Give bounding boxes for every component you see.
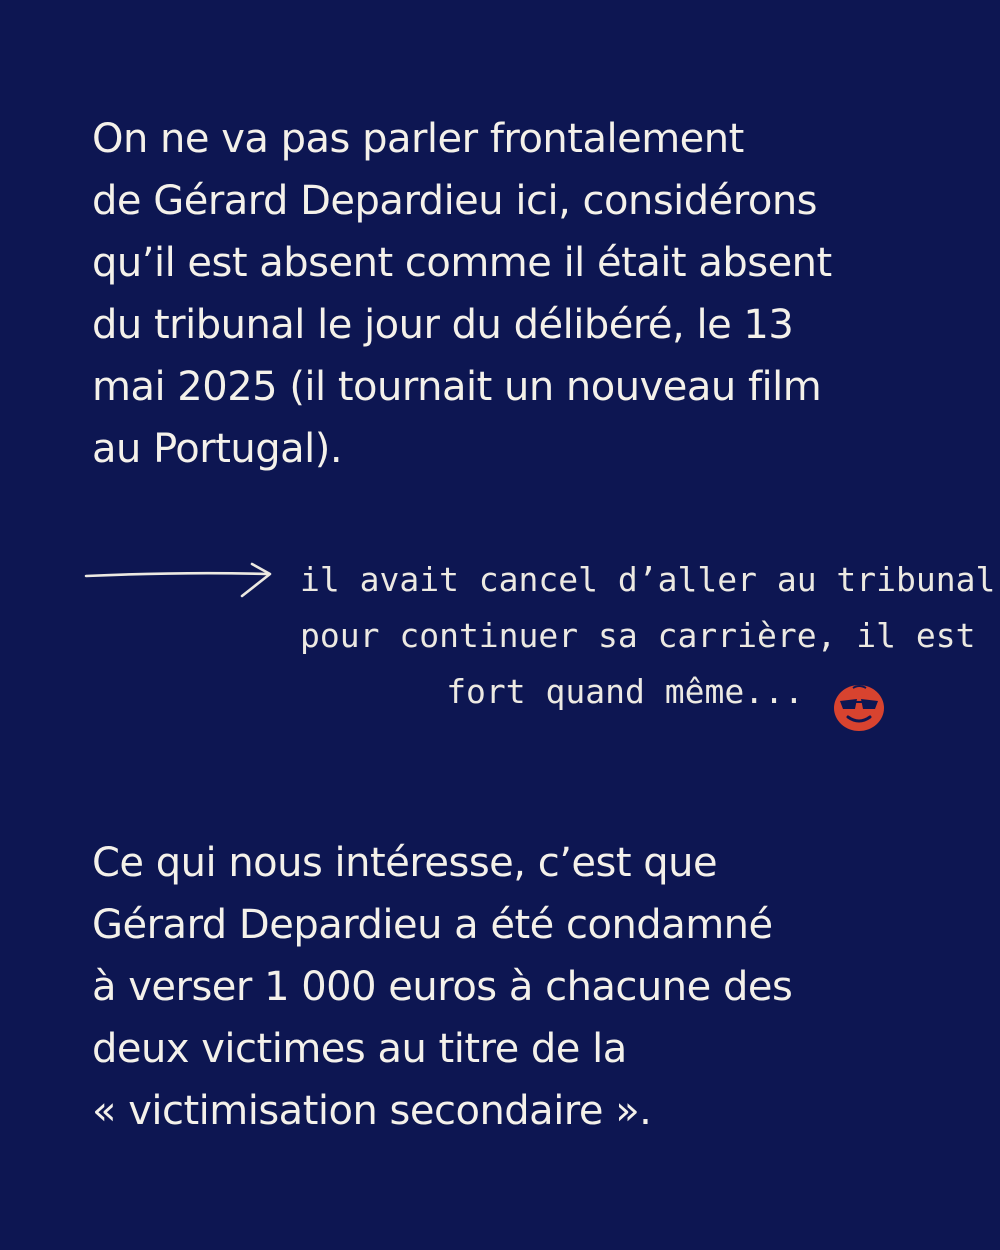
paragraph-line: du tribunal le jour du délibéré, le 13 xyxy=(92,302,794,348)
paragraph-conclusion xyxy=(92,832,792,1142)
paragraph-line: On ne va pas parler frontalement xyxy=(92,116,744,162)
paragraph-line: qu’il est absent comme il était absent xyxy=(92,240,832,286)
paragraph-line: Gérard Depardieu a été condamné xyxy=(92,902,773,948)
sunglasses-face-icon xyxy=(830,682,888,734)
annotation-line: pour continuer sa carrière, il est xyxy=(300,616,976,655)
paragraph-intro xyxy=(92,108,832,480)
paragraph-line: à verser 1 000 euros à chacune des xyxy=(92,964,793,1010)
paragraph-line: de Gérard Depardieu ici, considérons xyxy=(92,178,818,224)
paragraph-line: au Portugal). xyxy=(92,426,343,472)
hand-drawn-arrow-icon xyxy=(82,556,282,604)
paragraph-line: deux victimes au titre de la xyxy=(92,1026,627,1072)
paragraph-line: Ce qui nous intéresse, c’est que xyxy=(92,840,718,886)
paragraph-line: « victimisation secondaire ». xyxy=(92,1088,652,1134)
paragraph-line: mai 2025 (il tournait un nouveau film xyxy=(92,364,822,410)
annotation-line: il avait cancel d’aller au tribunal xyxy=(300,560,996,599)
annotation-line: fort quand même... xyxy=(446,672,804,711)
